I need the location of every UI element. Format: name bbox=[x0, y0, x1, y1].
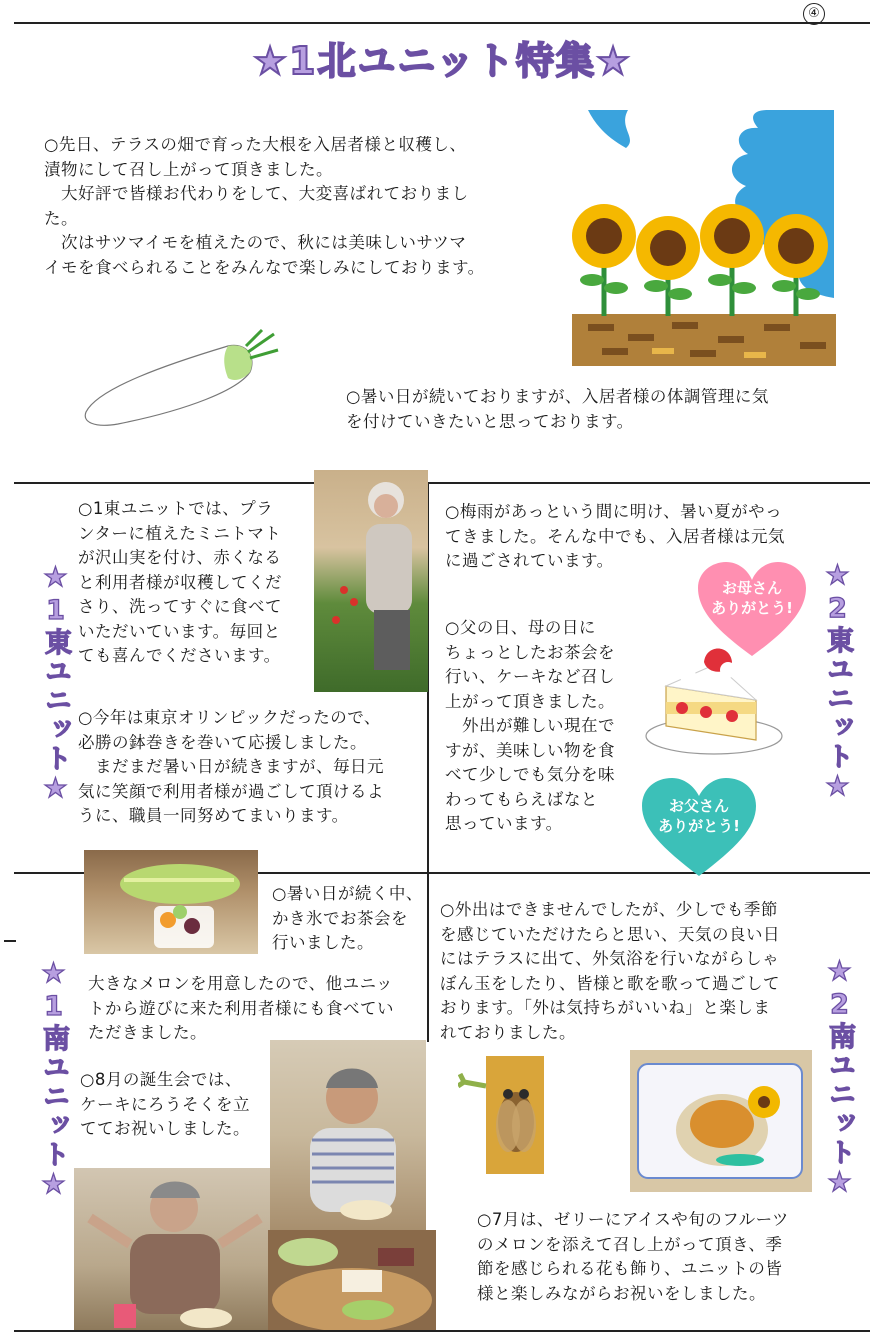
photo-birthday-man bbox=[270, 1040, 426, 1230]
south2-paragraph-july-party: ○7月は、ゼリーにアイスや旬のフルーツ のメロンを添えて召し上がって頂き、季 節を感じられる花も飾り、ユニットの皆 様と楽しみながらお祝いをしました。 bbox=[477, 1210, 789, 1303]
photo-birthday-woman bbox=[74, 1168, 270, 1330]
bottom-rule bbox=[14, 1330, 870, 1332]
east1-vertical-title: ★1東ユニット★ bbox=[40, 562, 71, 806]
photo-jelly-dessert bbox=[630, 1050, 812, 1192]
photo-melon-dessert bbox=[84, 850, 258, 954]
cicada-tree-illustration bbox=[458, 1056, 554, 1176]
radish-illustration bbox=[78, 328, 283, 430]
photo-tomato-harvest bbox=[314, 470, 428, 692]
east2-paragraph-tea-party: ○父の日、母の日に ちょっとしたお茶会を 行い、ケーキなど召し 上がって頂きました。 外出が難しい現在で すが、美味しい物を食 べて少しでも気分を味 わってもらえばなと 思っています。 bbox=[445, 618, 615, 833]
top-rule bbox=[14, 22, 870, 24]
mother-heart-text: お母さん ありがとう! bbox=[711, 579, 793, 617]
east2-paragraph-rainy-season: ○梅雨があっという間に明け、暑い夏がやっ てきました。そんな中でも、入居者様は元気 に過ごされています。 bbox=[445, 502, 785, 570]
father-heart-text: お父さん ありがとう! bbox=[658, 797, 740, 835]
east1-paragraph-tomato: ○1東ユニットでは、プラ ンターに植えたミニトマト が沢山実を付け、赤くなる と利用者様が収穫してくだ さり、洗ってすぐに食べて いただいています。毎回と ても喜んでくださいます。 bbox=[78, 499, 282, 665]
east1-paragraph-olympics: ○今年は東京オリンピックだったので、 必勝の鉢巻きを巻いて応援しました。 まだまだ暑い日が続きますが、毎日元 気に笑顔で利用者様が過ごして頂けるよ うに、職員一同努めてまいります。 bbox=[78, 708, 384, 825]
page-number: ④ bbox=[803, 3, 825, 25]
south2-vertical-title: ★2南ユニット★ bbox=[824, 956, 855, 1200]
margin-tick bbox=[4, 940, 16, 942]
south2-paragraph-terrace: ○外出はできませんでしたが、少しでも季節 を感じていただけたらと思い、天気の良い日 にはテラスに出て、外気浴を行いながらしゃ ぼん玉をしたり、皆様と歌を歌って過ごして おります。「外は気持ちがいいね」と楽しま れておりました。 bbox=[440, 900, 780, 1042]
sunflower-illustration bbox=[568, 108, 840, 370]
page-title: ★1北ユニット特集★ bbox=[252, 39, 633, 83]
north-paragraph-health: ○暑い日が続いておりますが、入居者様の体調管理に気 を付けていきたいと思っております。 bbox=[346, 387, 769, 431]
north-paragraph-harvest: ○先日、テラスの畑で育った大根を入居者様と収穫し、 漬物にして召し上がって頂きました。 大好評で皆様お代わりをして、大変喜ばれておりまし た。 次はサツマイモを植えたので、秋には美味しいサツマ イモを食べられることをみんなで楽しみにしております。 bbox=[44, 135, 485, 277]
south1-paragraph-melon: 大きなメロンを用意したので、他ユニッ トから遊びに来た利用者様にも食べてい ただきました。 bbox=[88, 974, 394, 1042]
section-rule-north bbox=[14, 482, 870, 484]
east2-vertical-title: ★2東ユニット★ bbox=[822, 560, 853, 804]
photo-birthday-cakes bbox=[268, 1230, 436, 1330]
cake-illustration bbox=[644, 640, 784, 758]
south1-vertical-title: ★1南ユニット★ bbox=[38, 958, 69, 1202]
south1-paragraph-birthday: ○8月の誕生会では、 ケーキにろうそくを立 ててお祝いしました。 bbox=[80, 1070, 250, 1138]
south1-paragraph-shaved-ice: ○暑い日が続く中、 かき氷でお茶会を 行いました。 bbox=[272, 884, 423, 952]
